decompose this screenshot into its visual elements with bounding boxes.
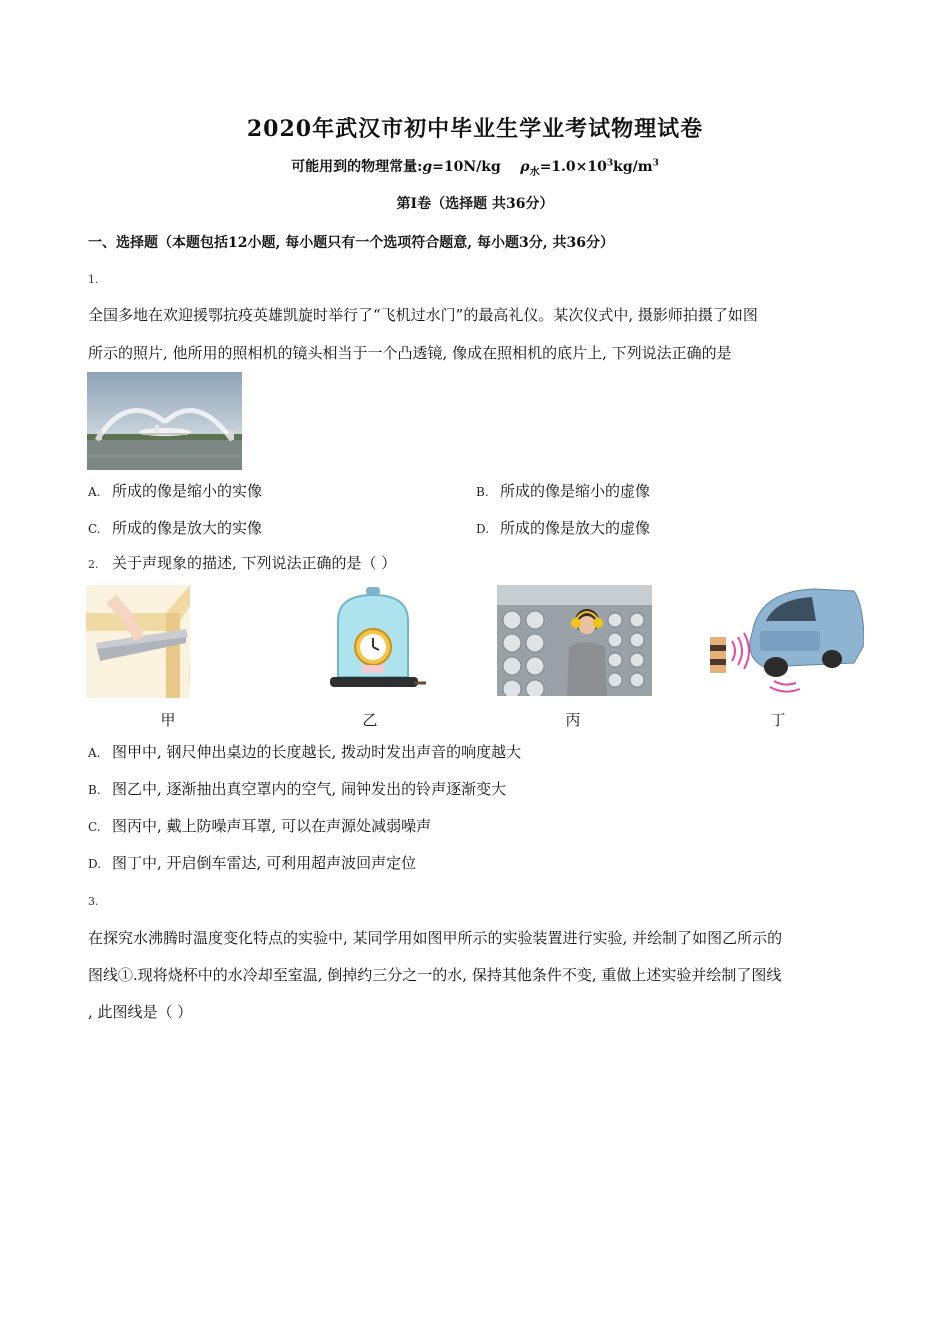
q2-option-a-text: 图甲中, 钢尺伸出桌边的长度越长, 拨动时发出声音的响度越大	[112, 743, 522, 761]
q3-stem-line3: , 此图线是（ ）	[88, 1003, 193, 1021]
q2-option-a[interactable]	[88, 741, 521, 762]
constant-g-symbol: g	[422, 159, 433, 175]
q1-option-d[interactable]	[476, 517, 650, 538]
q2-stem	[88, 553, 396, 575]
constant-g-value: =10N/kg	[432, 159, 501, 175]
bell-jar-alarm-clock-figure	[322, 585, 426, 698]
q1-option-c-text: 所成的像是放大的实像	[112, 519, 263, 537]
factory-worker-earmuffs-photo	[497, 585, 652, 696]
q2-option-c[interactable]	[88, 815, 431, 836]
page-title: 2020年武汉市初中毕业生学业考试物理试卷	[246, 116, 704, 142]
figure-caption-ding: 丁	[770, 711, 786, 729]
constant-rho-unit-exponent: 3	[652, 158, 659, 169]
q2-option-a-letter: A.	[88, 746, 101, 760]
q2-number: 2.	[88, 558, 99, 571]
constant-rho-unit: kg/m	[613, 159, 653, 175]
q1-option-a-text: 所成的像是缩小的实像	[112, 482, 263, 500]
q2-option-c-letter: C.	[88, 820, 101, 834]
figure-caption-bing: 丙	[565, 711, 581, 729]
q2-option-b[interactable]	[88, 778, 506, 799]
q1-option-a[interactable]	[88, 480, 262, 501]
q1-option-d-text: 所成的像是放大的虚像	[500, 519, 651, 537]
q3-stem-line1: 在探究水沸腾时温度变化特点的实验中, 某同学用如图甲所示的实验装置进行实验, 并绘制了如图乙所示的	[88, 929, 783, 947]
ruler-on-table-figure	[86, 585, 190, 698]
q1-option-b-text: 所成的像是缩小的虚像	[500, 482, 651, 500]
q2-option-c-text: 图丙中, 戴上防噪声耳罩, 可以在声源处减弱噪声	[112, 817, 432, 835]
figure-caption-jia: 甲	[160, 711, 176, 729]
physical-constants	[0, 156, 950, 178]
q3-stem-line2: 图线①.现将烧杯中的水冷却至室温, 倒掉约三分之一的水, 保持其他条件不变, 重做上述实验并绘制了图线	[88, 966, 782, 984]
q1-number: 1.	[88, 273, 99, 286]
car-reversing-radar-figure	[704, 585, 864, 696]
q2-option-d-letter: D.	[88, 857, 102, 871]
q1-option-b-letter: B.	[476, 485, 489, 499]
q2-option-d-text: 图丁中, 开启倒车雷达, 可利用超声波回声定位	[112, 854, 417, 872]
q1-option-d-letter: D.	[476, 522, 490, 536]
q1-stem-line2: 所示的照片, 他所用的照相机的镜头相当于一个凸透镜, 像成在照相机的底片上, 下列说法正确的是	[88, 344, 732, 362]
part-title: 第I卷（选择题 共36分）	[396, 196, 554, 212]
airplane-water-gate-photo	[87, 372, 242, 470]
section-title: 一、选择题（本题包括12小题, 每小题只有一个选项符合题意, 每小题3分, 共36分）	[88, 235, 614, 251]
constant-rho-exponent: 3	[606, 158, 614, 169]
constant-rho-value: =1.0×10	[539, 159, 607, 175]
q3-number: 3.	[88, 895, 99, 908]
q1-stem-line1: 全国多地在欢迎援鄂抗疫英雄凯旋时举行了“飞机过水门”的最高礼仪。某次仪式中, 摄影师拍摄了如图	[88, 306, 758, 324]
q1-option-c[interactable]	[88, 517, 262, 538]
q1-option-c-letter: C.	[88, 522, 101, 536]
q2-option-b-text: 图乙中, 逐渐抽出真空罩内的空气, 闹钟发出的铃声逐渐变大	[112, 780, 507, 798]
q1-option-a-letter: A.	[88, 485, 101, 499]
constants-prefix: 可能用到的物理常量:	[291, 159, 423, 175]
q2-option-d[interactable]	[88, 852, 416, 873]
q1-option-b[interactable]	[476, 480, 650, 501]
figure-caption-yi: 乙	[362, 711, 378, 729]
q2-option-b-letter: B.	[88, 783, 101, 797]
q2-stem-text: 关于声现象的描述, 下列说法正确的是（ ）	[112, 554, 397, 572]
constant-rho-subscript: 水	[529, 166, 540, 178]
constant-rho-symbol: ρ	[520, 159, 530, 175]
